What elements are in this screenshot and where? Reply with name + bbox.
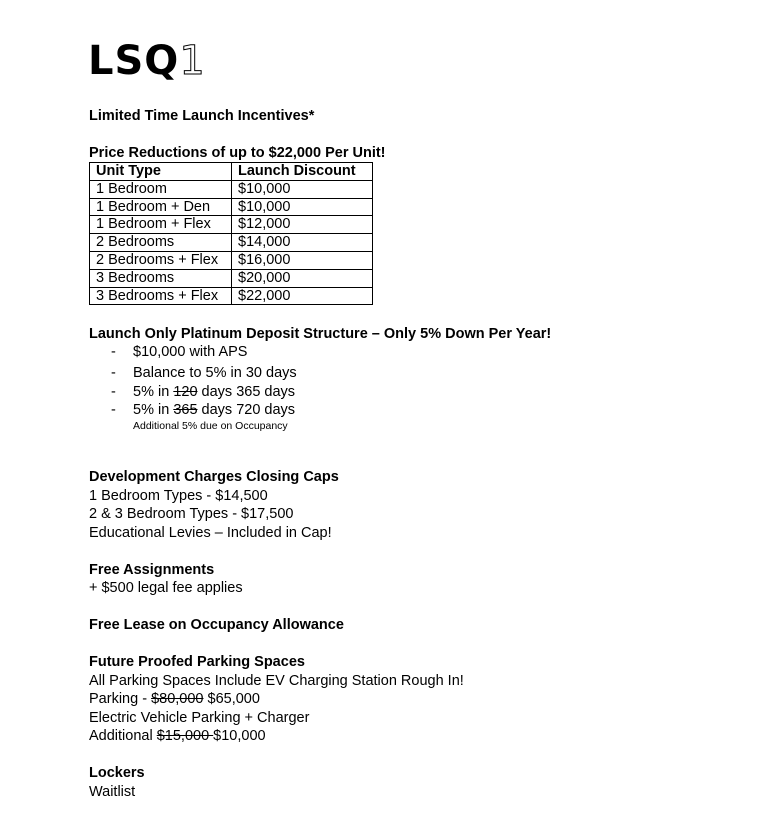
unit-type-cell: 2 Bedrooms <box>90 234 232 252</box>
discount-cell: $12,000 <box>232 216 373 234</box>
dev-line: Educational Levies – Included in Cap! <box>89 525 332 541</box>
discount-cell: $10,000 <box>232 180 373 198</box>
list-item <box>0 383 761 401</box>
parking-line: Electric Vehicle Parking + Charger <box>89 710 310 726</box>
assign-line: + $500 legal fee applies <box>89 580 243 596</box>
parking-heading: Future Proofed Parking Spaces <box>89 654 305 670</box>
table-row <box>90 287 373 305</box>
list-item <box>0 343 761 361</box>
table-header-row <box>90 163 373 181</box>
list-item <box>0 401 761 419</box>
table-row <box>90 180 373 198</box>
lockers-line: Waitlist <box>89 784 136 800</box>
dash-marker: - <box>111 384 116 400</box>
dev-heading: Development Charges Closing Caps <box>89 469 339 485</box>
table-row <box>90 216 373 234</box>
col-unit-type: Unit Type <box>90 163 232 181</box>
table-row <box>90 251 373 269</box>
lockers-heading: Lockers <box>89 765 145 781</box>
deposit-note: Additional 5% due on Occupancy <box>133 420 288 432</box>
discount-cell: $10,000 <box>232 198 373 216</box>
discount-cell: $16,000 <box>232 251 373 269</box>
struck-days: 365 <box>173 402 198 418</box>
parking-price-line <box>89 690 260 708</box>
unit-type-cell: 3 Bedrooms + Flex <box>90 287 232 305</box>
unit-type-cell: 3 Bedrooms <box>90 269 232 287</box>
logo <box>88 36 206 86</box>
dev-line: 2 & 3 Bedroom Types - $17,500 <box>89 506 294 522</box>
ev-old-price: $15,000 <box>156 728 214 744</box>
dash-marker: - <box>111 344 116 360</box>
ev-price-line <box>89 727 266 745</box>
struck-days: 120 <box>173 384 198 400</box>
assign-heading: Free Assignments <box>89 562 215 578</box>
item-pre: 5% in <box>133 384 174 400</box>
table-row <box>90 198 373 216</box>
table-row <box>90 234 373 252</box>
deposit-item-text: Balance to 5% in 30 days <box>133 365 297 381</box>
deposit-heading: Launch Only Platinum Deposit Structure – Only 5% Down Per Year! <box>89 326 552 342</box>
discount-cell: $22,000 <box>232 287 373 305</box>
page-title: Limited Time Launch Incentives* <box>89 108 315 124</box>
parking-new-price: $65,000 <box>203 691 260 707</box>
price-heading: Price Reductions of up to $22,000 Per Unit! <box>89 145 386 161</box>
discount-table <box>89 162 373 305</box>
ev-pre: Additional <box>89 728 157 744</box>
item-post: days 365 days <box>197 384 296 400</box>
ev-new-price: $10,000 <box>213 728 266 744</box>
unit-type-cell: 2 Bedrooms + Flex <box>90 251 232 269</box>
parking-old-price: $80,000 <box>151 691 204 707</box>
deposit-item-text <box>133 383 295 401</box>
discount-cell: $20,000 <box>232 269 373 287</box>
unit-type-cell: 1 Bedroom + Flex <box>90 216 232 234</box>
item-post: days 720 days <box>197 402 296 418</box>
list-item <box>0 364 761 382</box>
dash-marker: - <box>111 365 116 381</box>
parking-line: All Parking Spaces Include EV Charging Station Rough In! <box>89 673 464 689</box>
dev-line: 1 Bedroom Types - $14,500 <box>89 488 268 504</box>
deposit-item-text <box>133 401 295 419</box>
deposit-item-text: $10,000 with APS <box>133 344 248 360</box>
discount-cell: $14,000 <box>232 234 373 252</box>
dash-marker: - <box>111 402 116 418</box>
logo-digit: 1 <box>179 38 206 84</box>
parking-pre: Parking - <box>89 691 152 707</box>
logo-text: LSQ <box>88 38 180 84</box>
unit-type-cell: 1 Bedroom + Den <box>90 198 232 216</box>
unit-type-cell: 1 Bedroom <box>90 180 232 198</box>
lease-heading: Free Lease on Occupancy Allowance <box>89 617 344 633</box>
item-pre: 5% in <box>133 402 174 418</box>
table-row <box>90 269 373 287</box>
col-launch-discount: Launch Discount <box>232 163 373 181</box>
